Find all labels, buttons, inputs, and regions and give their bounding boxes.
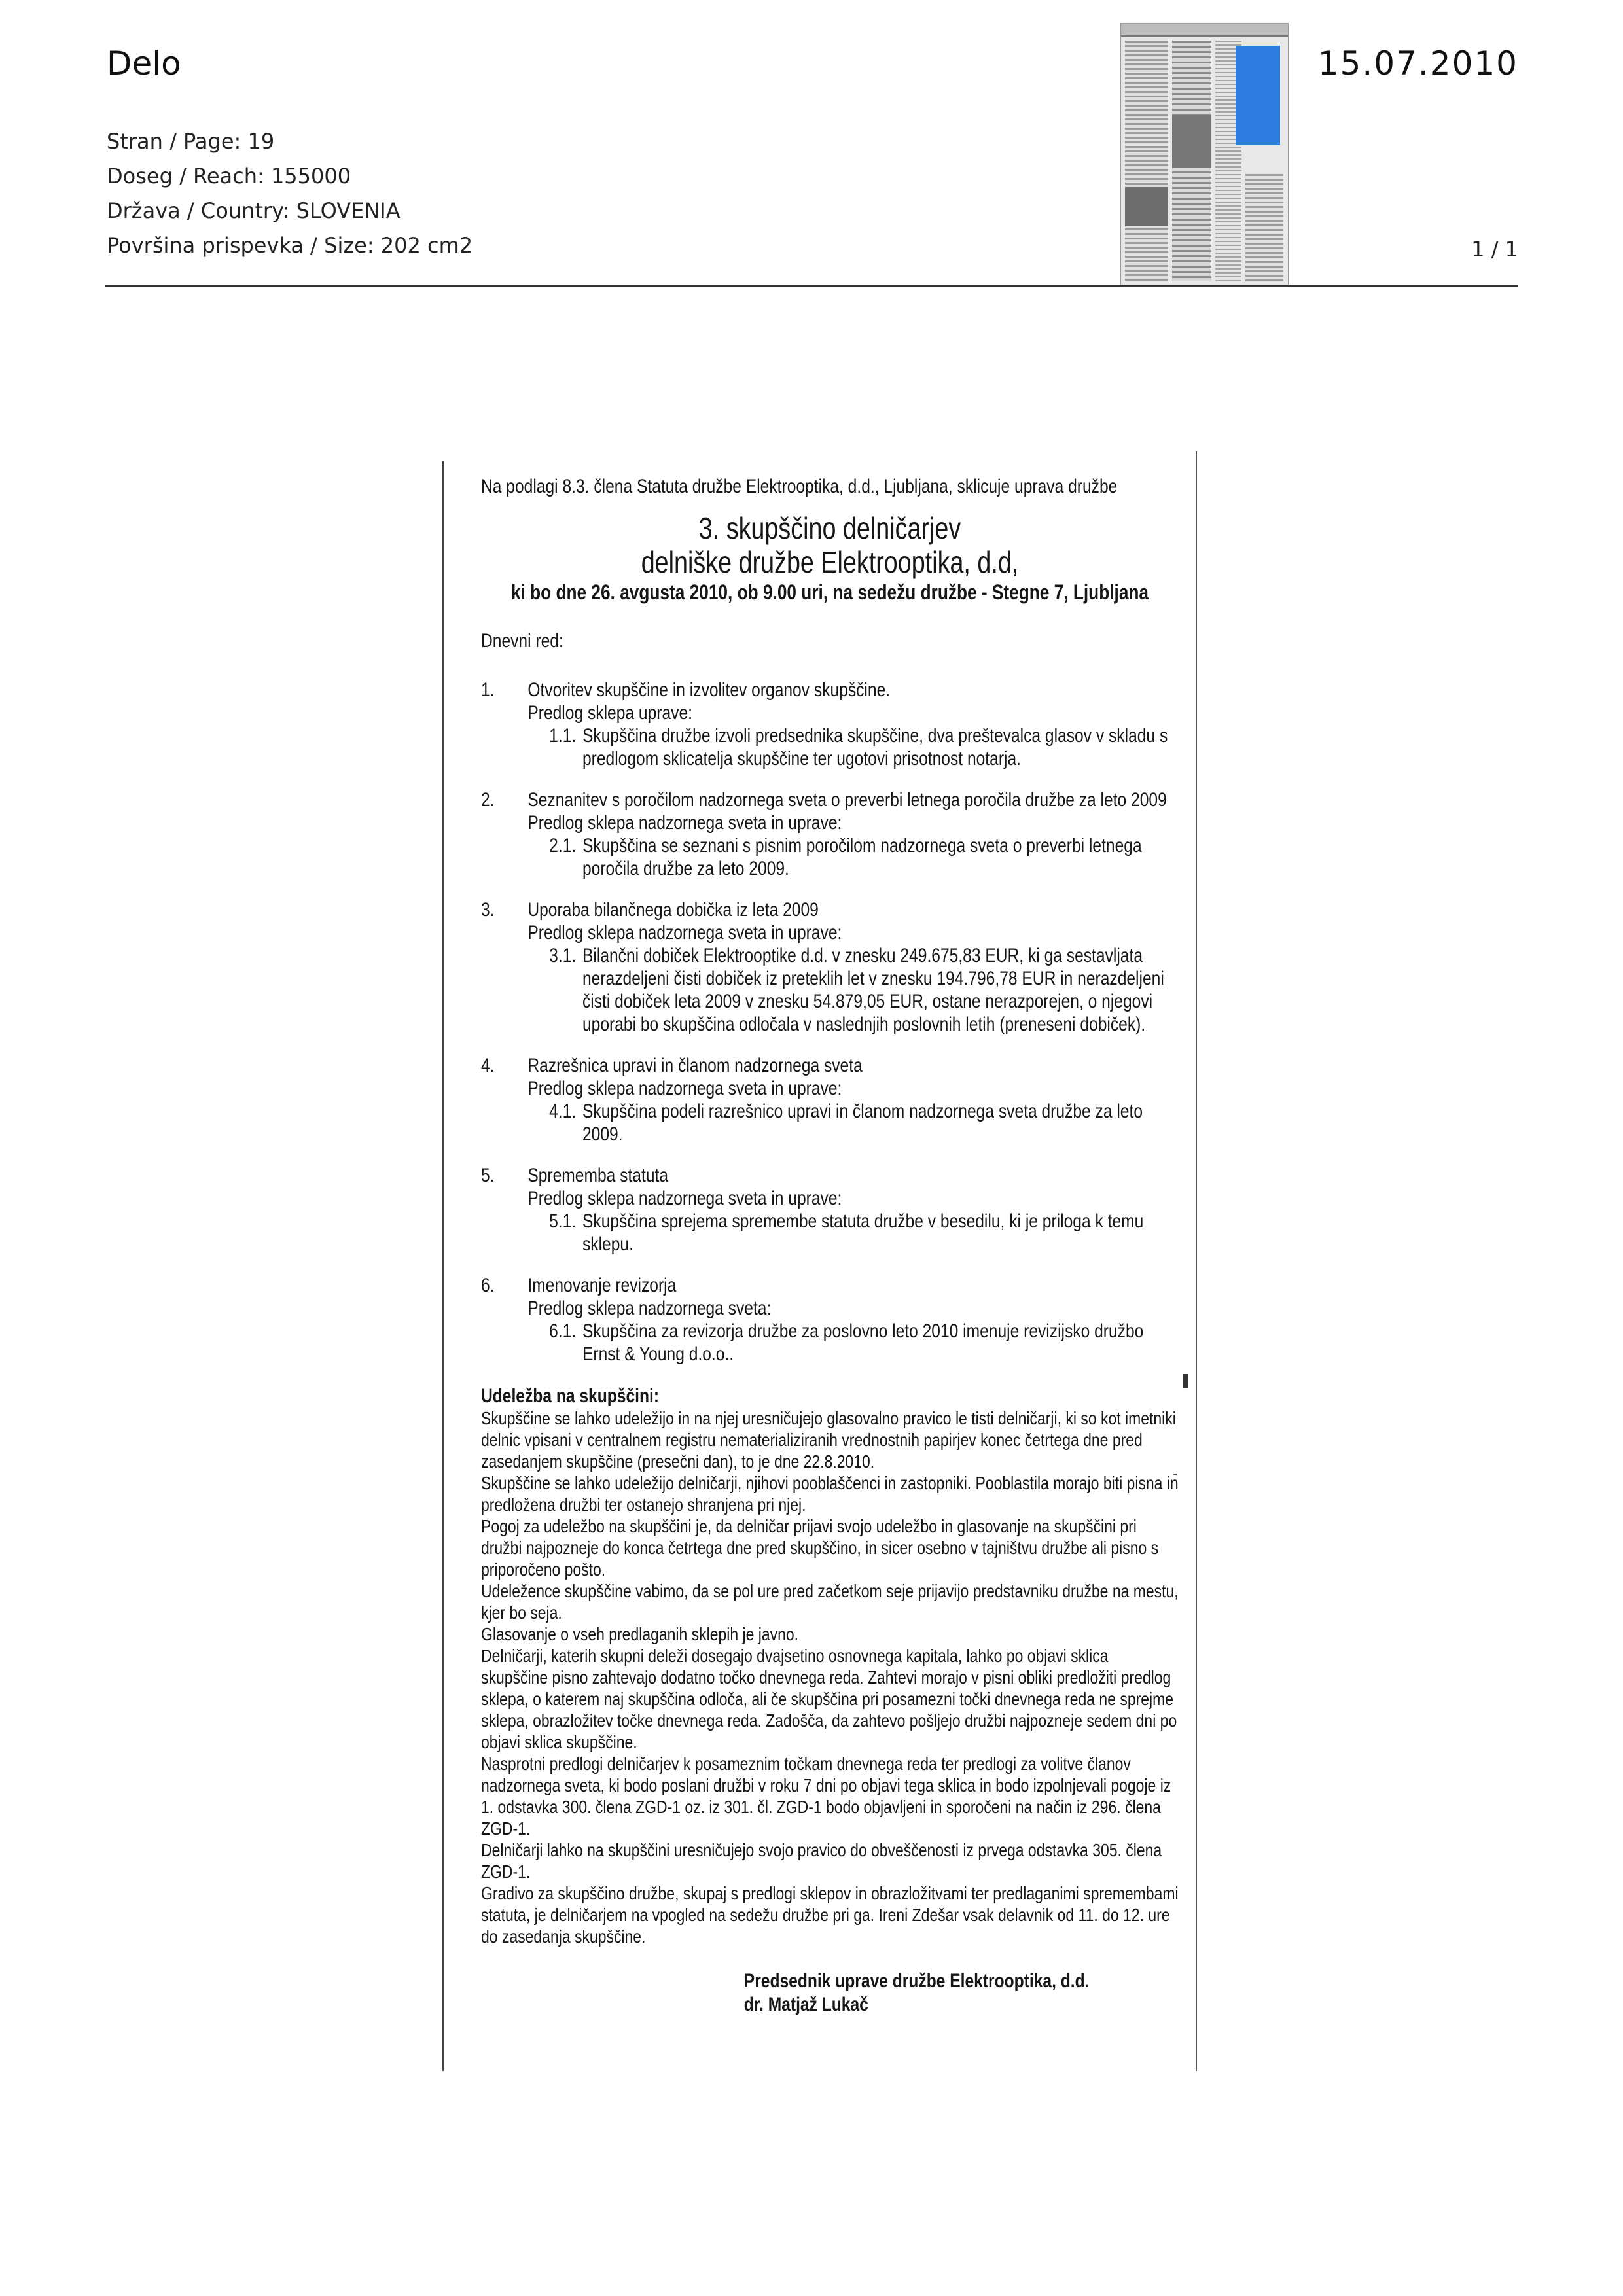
- resolution-text: Skupščina družbe izvoli predsednika skupščine, dva preštevalca glasov v skladu s predlogom sklicatelja skupščine ter ugotovi prisotnost notarja.: [582, 725, 1168, 769]
- clipping-mark: [1183, 1374, 1188, 1388]
- resolution-number: 1.1.: [549, 725, 577, 747]
- agenda-heading: Dnevni red:: [481, 630, 563, 652]
- participation-paragraph: Skupščine se lahko udeležijo in na njej uresničujejo glasovalno pravico le tisti delničarji, ki so kot imetniki delnic vpisani v centralnem registru nematerializiranih vrednostnih papirjev konec četrtega dne pred zasedanjem skupščine (presečni dan), to je dne 22.8.2010.: [481, 1408, 1176, 1472]
- agenda-item-proposal: Predlog sklepa nadzornega sveta in uprave:: [527, 1188, 842, 1209]
- resolution-number: 6.1.: [549, 1320, 577, 1342]
- participation-paragraph: Udeležence skupščine vabimo, da se pol ure pred začetkom seje prijavijo predstavniku družbe na mestu, kjer bo seja.: [481, 1581, 1179, 1623]
- signature-block: [744, 1969, 1179, 2017]
- agenda-item-proposal: Predlog sklepa uprave:: [527, 702, 692, 724]
- agenda-item-title: Uporaba bilančnega dobička iz leta 2009: [527, 899, 819, 921]
- publication-name: Delo: [107, 44, 181, 82]
- resolution-text: Skupščina podeli razrešnico upravi in članom nadzornega sveta družbe za leto 2009.: [582, 1101, 1143, 1145]
- agenda-item-title: Seznanitev s poročilom nadzornega sveta o preverbi letnega poročila družbe za leto 2009: [527, 789, 1167, 811]
- country-info: Država / Country: SLOVENIA: [107, 198, 401, 223]
- signature-title: Predsednik uprave družbe Elektrooptika, d.d.: [743, 1970, 1090, 1992]
- agenda-item-title: Otvoritev skupščine in izvolitev organov skupščine.: [527, 679, 891, 701]
- agenda-item: [481, 679, 1179, 770]
- reach-info: Doseg / Reach: 155000: [107, 164, 351, 188]
- size-info: Površina prispevka / Size: 202 cm2: [107, 233, 473, 258]
- participation-paragraph: Glasovanje o vseh predlaganih sklepih je javno.: [481, 1624, 799, 1644]
- agenda-item-number: 2.: [481, 789, 495, 811]
- resolution-text: Skupščina sprejema spremembe statuta družbe v besedilu, ki je priloga k temu sklepu.: [582, 1210, 1144, 1255]
- signature-name: dr. Matjaž Lukač: [743, 1994, 868, 2015]
- notice-title: 3. skupščino delničarjev: [698, 511, 961, 545]
- agenda-item-proposal: Predlog sklepa nadzornega sveta in uprave:: [527, 1078, 842, 1099]
- agenda-item-title: Sprememba statuta: [527, 1165, 669, 1186]
- page-info: Stran / Page: 19: [107, 129, 275, 154]
- clipping-border-right: [1196, 451, 1197, 2071]
- agenda-item-proposal: Predlog sklepa nadzornega sveta in uprave:: [527, 812, 842, 834]
- resolution-text: Skupščina se seznani s pisnim poročilom nadzornega sveta o preverbi letnega poročila družbe za leto 2009.: [582, 835, 1142, 879]
- notice-company: delniške družbe Elektrooptika, d.d,: [641, 545, 1019, 579]
- resolution-number: 3.1.: [549, 945, 577, 966]
- participation-paragraph: Nasprotni predlogi delničarjev k posameznim točkam dnevnega reda ter predlogi za volitve članov nadzornega sveta, ki bodo poslani družbi v roku 7 dni po objavi tega sklica in bodo izpolnjevali pogoje iz 1. odstavka 300. člena ZGD-1 oz. iz 301. čl. ZGD-1 bodo objavljeni in sporočeni na način iz 296. člena ZGD-1.: [481, 1754, 1171, 1839]
- agenda-item: [481, 788, 1179, 880]
- resolution-number: 4.1.: [549, 1101, 577, 1122]
- participation-paragraph: Delničarji lahko na skupščini uresničujejo svojo pravico do obveščenosti iz prvega odstavka 305. člena ZGD-1.: [481, 1840, 1162, 1882]
- resolution-text: Skupščina za revizorja družbe za poslovno leto 2010 imenuje revizijsko družbo Ernst & Young d.o.o..: [582, 1320, 1144, 1365]
- resolution-number: 5.1.: [549, 1210, 577, 1232]
- notice-date-location: ki bo dne 26. avgusta 2010, ob 9.00 uri, na sedežu družbe - Stegne 7, Ljubljana: [510, 580, 1149, 604]
- agenda-item-proposal: Predlog sklepa nadzornega sveta:: [527, 1298, 772, 1319]
- agenda-item: [481, 898, 1179, 1036]
- agenda-item: [481, 1164, 1179, 1256]
- publication-meta: [107, 124, 473, 263]
- notice-intro: Na podlagi 8.3. člena Statuta družbe Elektrooptika, d.d., Ljubljana, sklicuje uprava družbe: [481, 476, 1118, 497]
- agenda-item-number: 4.: [481, 1055, 495, 1076]
- resolution-text: Bilančni dobiček Elektrooptike d.d. v znesku 249.675,83 EUR, ki ga sestavljata nerazdeljeni čisti dobiček iz preteklih let v znesku 194.796,78 EUR in nerazdeljeni čisti dobiček leta 2009 v znesku 54.879,05 EUR, ostane nerazporejen, o njegovi uporabi bo skupščina odločala v naslednjih poslovnih letih (preneseni dobiček).: [582, 945, 1164, 1035]
- agenda-item: [481, 1274, 1179, 1366]
- agenda-item-number: 5.: [481, 1165, 495, 1186]
- participation-paragraph: Gradivo za skupščino družbe, skupaj s predlogi sklepov in obrazložitvami ter predlaganimi spremembami statuta, je delničarjem na vpogled na sedežu družbe pri ga. Ireni Zdešar vsak delavnik od 11. do 12. ure do zasedanja skupščine.: [481, 1883, 1179, 1947]
- participation-heading: Udeležba na skupščini:: [481, 1385, 660, 1407]
- participation-paragraph: Skupščine se lahko udeležijo delničarji, njihovi pooblaščenci in zastopniki. Pooblastila morajo biti pisna in predložena družbi ter ostanejo shranjena pri njej.: [481, 1473, 1179, 1515]
- publication-date: 15.07.2010: [1317, 44, 1518, 82]
- participation-paragraph: Pogoj za udeležbo na skupščini je, da delničar prijavi svojo udeležbo in glasovanje na skupščini pri družbi najpozneje do konca četrtega dne pred skupščino, in sicer osebno v tajništvu družbe ali pisno s priporočeno pošto.: [481, 1516, 1159, 1580]
- notice-clipping: [481, 474, 1179, 2017]
- agenda-item-title: Imenovanje revizorja: [527, 1275, 677, 1296]
- agenda-item-number: 6.: [481, 1275, 495, 1296]
- agenda-item-title: Razrešnica upravi in članom nadzornega sveta: [527, 1055, 863, 1076]
- agenda-item-number: 1.: [481, 679, 495, 701]
- agenda-item: [481, 1054, 1179, 1146]
- agenda-item-number: 3.: [481, 899, 495, 921]
- header-divider: [105, 285, 1518, 287]
- page-count: 1 / 1: [1471, 237, 1518, 262]
- thumbnail-article-highlight: [1236, 46, 1280, 145]
- participation-paragraph: Delničarji, katerih skupni deleži dosegajo dvajsetino osnovnega kapitala, lahko po objavi sklica skupščine pisno zahtevajo dodatno točko dnevnega reda. Zahtevi morajo v pisni obliki predložiti predlog sklepa, o katerem naj skupščina odloča, ali če skupščina pri posamezni točki dnevnega reda ne sprejme sklepa, obrazložitev točke dnevnega reda. Zadošča, da zahtevo pošljejo družbi najpozneje sedem dni po objavi sklica skupščine.: [481, 1646, 1177, 1752]
- clipping-border-left: [442, 461, 444, 2071]
- resolution-number: 2.1.: [549, 835, 577, 857]
- agenda-item-proposal: Predlog sklepa nadzornega sveta in uprave:: [527, 922, 842, 944]
